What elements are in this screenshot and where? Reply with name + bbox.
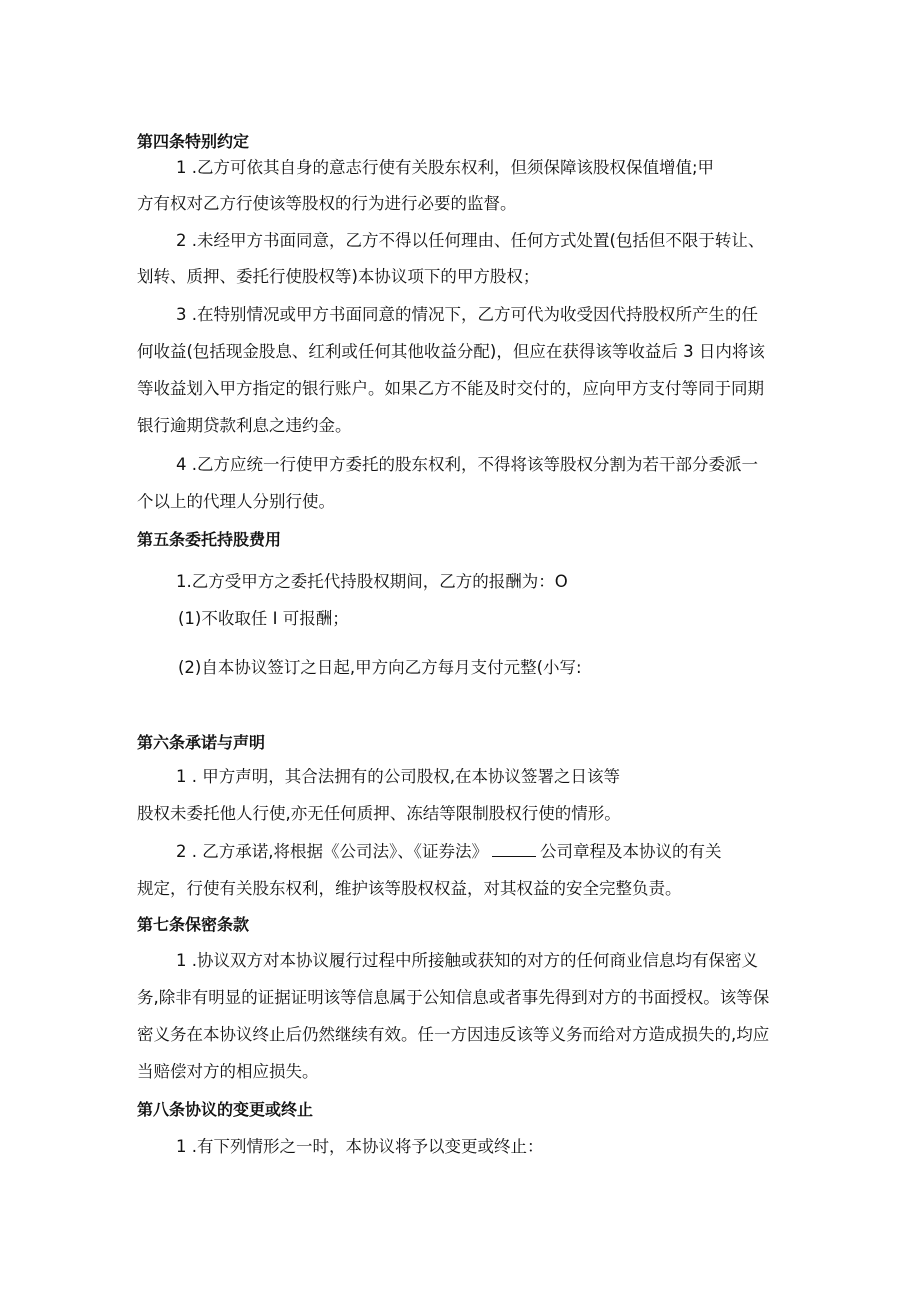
article-4-item-3-line-4: 银行逾期贷款利息之违约金。 [137,416,352,435]
article-4-item-4-line-2: 个以上的代理人分别行使。 [137,492,335,511]
article-5-title: 第五条委托持股费用 [137,530,282,549]
article-4-item-4-line-1: 4 .乙方应统一行使甲方委托的股东权利，不得将该等股权分割为若干部分委派一 [176,455,758,474]
article-8-item-1: 1 .有下列情形之一时，本协议将予以变更或终止： [176,1137,544,1156]
article-7-item-1-line-1: 1 .协议双方对本协议履行过程中所接触或获知的对方的任何商业信息均有保密义 [176,951,758,970]
article-6-item-2-text-b: 公司章程及本协议的有关 [539,842,722,861]
article-4-item-2-line-2: 划转、质押、委托行使股权等)本协议项下的甲方股权； [137,267,540,286]
article-7-item-1-line-3: 密义务在本协议终止后仍然继续有效。任一方因违反该等义务而给对方造成损失的,均应 [137,1025,770,1044]
article-4-item-3-line-2: 何收益(包括现金股息、红利或任何其他收益分配)，但应在获得该等收益后 3 日内将该 [137,342,765,361]
article-8-title: 第八条协议的变更或终止 [137,1100,314,1119]
article-5-option-1: (1)不收取任 I 可报酬； [178,609,349,628]
article-7-item-1-line-4: 当赔偿对方的相应损失。 [137,1062,319,1081]
blank-underline [492,842,536,857]
article-7-title: 第七条保密条款 [137,915,250,934]
article-4-item-2-line-1: 2 .未经甲方书面同意，乙方不得以任何理由、任何方式处置(包括但不限于转让、 [176,231,765,250]
article-4-item-3-line-1: 3 .在特别情况或甲方书面同意的情况下，乙方可代为收受因代持股权所产生的任 [176,305,758,324]
article-5-option-2: (2)自本协议签订之日起,甲方向乙方每月支付元整(小写: [178,658,582,677]
article-6-item-2-line-2: 规定，行使有关股东权利，维护该等股权权益，对其权益的安全完整负责。 [137,879,682,898]
article-4-item-1-line-2: 方有权对乙方行使该等股权的行为进行必要的监督。 [137,194,517,213]
article-4-title: 第四条特别约定 [137,132,250,151]
article-6-title: 第六条承诺与声明 [137,733,266,752]
article-6-item-1-line-2: 股权未委托他人行使,亦无任何质押、冻结等限制股权行使的情形。 [137,804,621,823]
article-6-item-1-line-1: 1 . 甲方声明，其合法拥有的公司股权,在本协议签署之日该等 [176,767,620,786]
article-6-item-2-text-a: 2 . 乙方承诺,将根据《公司法》、《证券法》 [176,842,488,861]
article-6-item-2-line-1 [176,841,721,863]
article-4-item-3-line-3: 等收益划入甲方指定的银行账户。如果乙方不能及时交付的，应向甲方支付等同于同期 [137,379,764,398]
article-4-item-1-line-1: 1 .乙方可依其自身的意志行使有关股东权利，但须保障该股权保值增值;甲 [176,158,715,177]
article-7-item-1-line-2: 务,除非有明显的证据证明该等信息属于公知信息或者事先得到对方的书面授权。该等保 [137,988,770,1007]
article-5-item-1: 1.乙方受甲方之委托代持股权期间，乙方的报酬为：O [176,572,568,591]
